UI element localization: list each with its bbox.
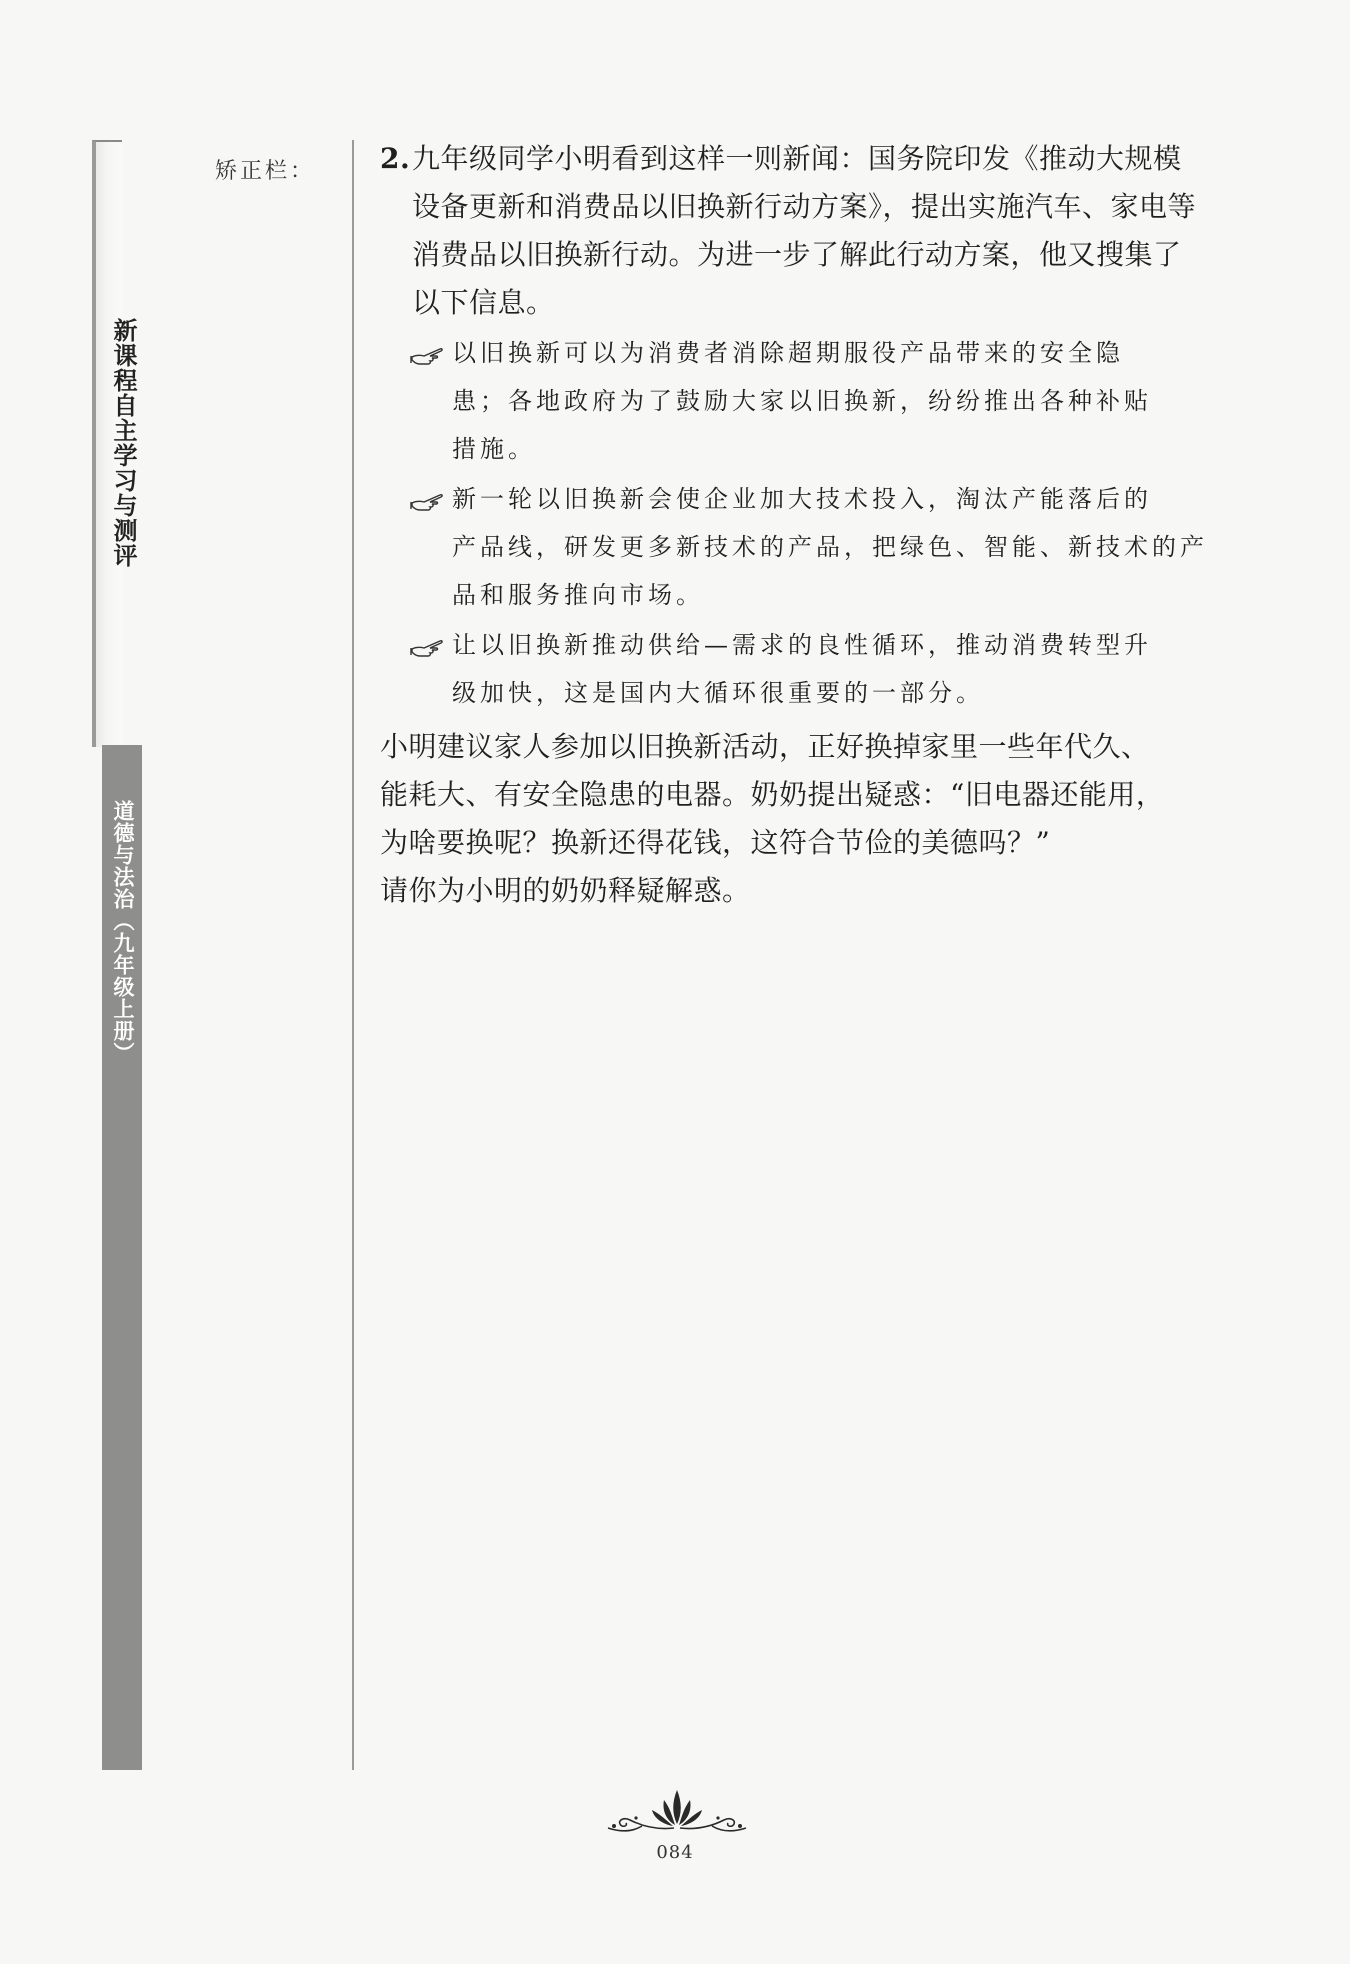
question-line	[380, 135, 1180, 183]
info-bullet	[380, 621, 1180, 717]
bullet-line: 措施。	[452, 435, 536, 463]
question-line: 为啥要换呢？换新还得花钱，这符合节俭的美德吗？”	[380, 826, 1051, 859]
bullet-line: 级加快，这是国内大循环很重要的一部分。	[452, 679, 984, 707]
info-bullet	[380, 329, 1180, 473]
bullet-line: 患；各地政府为了鼓励大家以旧换新，纷纷推出各种补贴	[452, 387, 1152, 415]
bullet-line: 新一轮以旧换新会使企业加大技术投入，淘汰产能落后的	[452, 485, 1152, 513]
pointing-hand-icon	[410, 343, 444, 365]
bullet-line: 让以旧换新推动供给—需求的良性循环，推动消费转型升	[452, 631, 1152, 659]
page-number: 084	[656, 1842, 694, 1863]
subject-title: 道德与法治（九年级上册）	[111, 800, 135, 1064]
info-bullet	[380, 475, 1208, 619]
question-text: 九年级同学小明看到这样一则新闻：国务院印发《推动大规模	[412, 142, 1182, 175]
lotus-ornament-icon	[602, 1782, 752, 1842]
question-closing	[380, 723, 1180, 915]
bullet-line: 以旧换新可以为消费者消除超期服役产品带来的安全隐	[452, 339, 1124, 367]
question-prompt: 请你为小明的奶奶释疑解惑。	[380, 874, 751, 907]
question-line: 能耗大、有安全隐患的电器。奶奶提出疑惑：“旧电器还能用，	[380, 778, 1165, 811]
correction-column-label: 矫正栏：	[215, 159, 316, 184]
pointing-hand-icon	[410, 635, 444, 657]
question-line: 设备更新和消费品以旧换新行动方案》，提出实施汽车、家电等	[412, 190, 1197, 223]
pointing-hand-icon	[410, 489, 444, 511]
series-title: 新课程自主学习与测评	[109, 318, 137, 568]
bullet-line: 品和服务推向市场。	[452, 581, 704, 609]
question-number: 2.	[380, 142, 411, 175]
bullet-line: 产品线，研发更多新技术的产品，把绿色、智能、新技术的产	[452, 533, 1208, 561]
question-line: 消费品以旧换新行动。为进一步了解此行动方案，他又搜集了	[412, 238, 1182, 271]
question-line: 小明建议家人参加以旧换新活动，正好换掉家里一些年代久、	[380, 730, 1150, 763]
question-block	[380, 135, 1208, 915]
question-line: 以下信息。	[412, 286, 555, 319]
correction-column-divider	[352, 140, 354, 1770]
